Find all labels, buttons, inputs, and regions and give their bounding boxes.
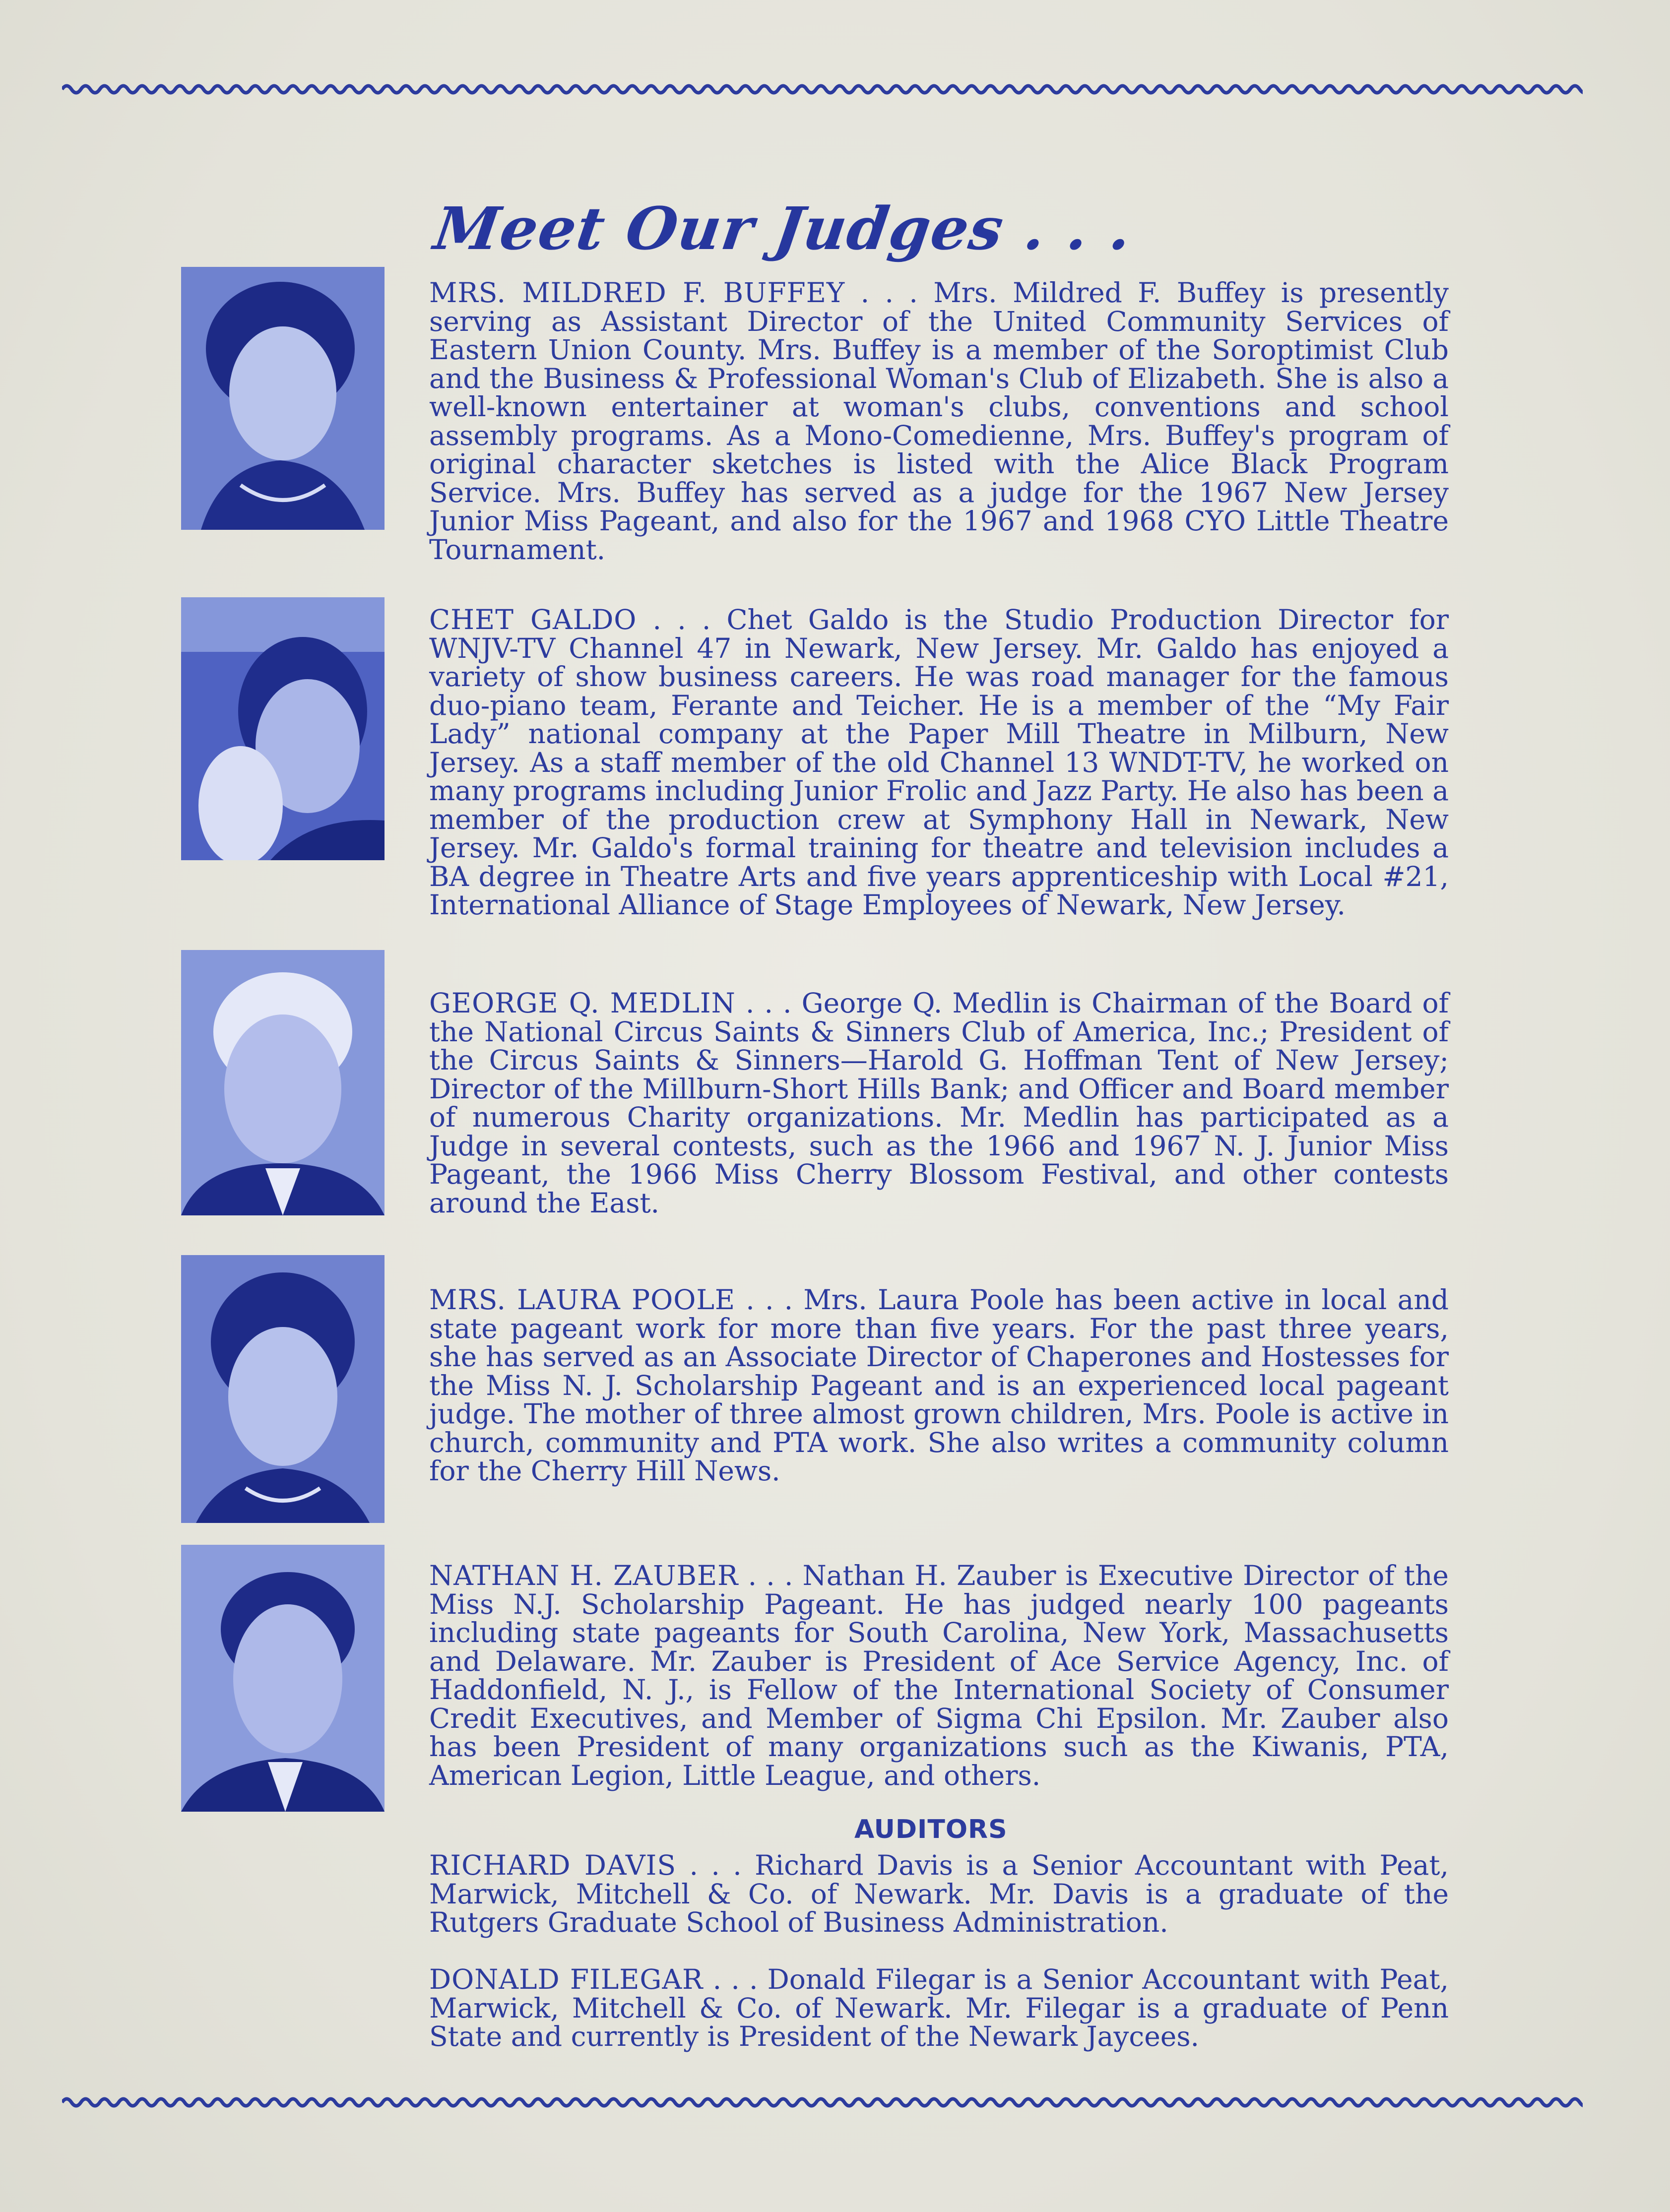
bio-george-medlin	[429, 989, 1449, 1217]
top-wavy-rule	[62, 79, 1583, 99]
judge-bio-text: . . . Mrs. Mildred F. Buffey is presently serving as Assistant Director of the United Community Services of Eastern Union County. Mrs. Buffey is a member of the Soroptimist Club and the Business & Professional Woman's Club of Elizabeth. She is also a well-known entertainer at woman's clubs, conventions and school assembly programs. As a Mono-Comedienne, Mrs. Buffey's program of original character sketches is listed with the Alice Black Program Service. Mrs. Buffey has served as a judge for the 1967 New Jersey Junior Miss Pageant, and also for the 1967 and 1968 CYO Little Theatre Tournament.	[429, 277, 1449, 566]
bio-laura-poole	[429, 1286, 1449, 1486]
judge-bio-text: . . . Nathan H. Zauber is Executive Director of the Miss N.J. Scholarship Pageant. He has judged nearly 100 pageants including state pageants for South Carolina, New York, Massachusetts and Delaware. Mr. Zauber is President of Ace Service Agency, Inc. of Haddonfield, N. J., is Fellow of the International Society of Consumer Credit Executives, and Member of Sigma Chi Epsilon. Mr. Zauber also has been President of many organizations such as the Kiwanis, PTA, American Legion, Little League, and others.	[429, 1560, 1449, 1791]
judge-bio-text: . . . Mrs. Laura Poole has been active in local and state pageant work for more than five years. For the past three years, she has served as an Associate Director of Chaperones and Hostesses for the Miss N. J. Scholarship Pageant and is an experienced local pageant judge. The mother of three almost grown children, Mrs. Poole is active in church, community and PTA work. She also writes a community column for the Cherry Hill News.	[429, 1284, 1449, 1487]
auditor-bio-text: . . . Richard Davis is a Senior Accountant with Peat, Marwick, Mitchell & Co. of Newark. Mr. Davis is a graduate of the Rutgers Graduate School of Business Administration.	[429, 1849, 1449, 1938]
judge-name: NATHAN H. ZAUBER	[429, 1560, 739, 1591]
bio-chet-galdo	[429, 606, 1449, 920]
photo-george-medlin	[181, 950, 385, 1215]
bio-donald-filegar	[429, 1965, 1449, 2051]
judge-bio-text: . . . Chet Galdo is the Studio Production Director for WNJV-TV Channel 47 in Newark, New Jersey. Mr. Galdo has enjoyed a variety of show business careers. He was road manager for the famous duo-piano team, Ferante and Teicher. He is a member of the “My Fair Lady” national company at the Paper Mill Theatre in Milburn, New Jersey. As a staff member of the old Channel 13 WNDT-TV, he worked on many programs including Junior Frolic and Jazz Party. He also has been a member of the production crew at Symphony Hall in Newark, New Jersey. Mr. Galdo's formal training for theatre and television includes a BA degree in Theatre Arts and five years apprenticeship with Local #21, International Alliance of Stage Employees of Newark, New Jersey.	[429, 604, 1449, 921]
bio-mildred-buffey	[429, 279, 1449, 564]
bio-nathan-zauber	[429, 1562, 1449, 1790]
judge-name: MRS. MILDRED F. BUFFEY	[429, 277, 845, 309]
photo-mildred-buffey	[181, 267, 385, 530]
judge-bio-text: . . . George Q. Medlin is Chairman of the Board of the National Circus Saints & Sinners Club of America, Inc.; President of the Circus Saints & Sinners—Harold G. Hoffman Tent of New Jersey; Director of the Millburn-Short Hills Bank; and Officer and Board member of numerous Charity organizations. Mr. Medlin has participated as a Judge in several contests, such as the 1966 and 1967 N. J. Junior Miss Pageant, the 1966 Miss Cherry Blossom Festival, and other contests around the East.	[429, 987, 1449, 1219]
auditors-heading: AUDITORS	[854, 1815, 1008, 1844]
photo-laura-poole	[181, 1255, 385, 1523]
photo-nathan-zauber	[181, 1545, 385, 1812]
judge-name: CHET GALDO	[429, 604, 637, 635]
judge-name: GEORGE Q. MEDLIN	[429, 987, 736, 1019]
photo-chet-galdo	[181, 597, 385, 860]
page-title: Meet Our Judges . . .	[430, 194, 1137, 263]
bio-richard-davis	[429, 1851, 1449, 1937]
auditor-name: RICHARD DAVIS	[429, 1849, 677, 1881]
judge-name: MRS. LAURA POOLE	[429, 1284, 735, 1316]
auditor-name: DONALD FILEGAR	[429, 1963, 704, 1995]
auditor-bio-text: . . . Donald Filegar is a Senior Accountant with Peat, Marwick, Mitchell & Co. of Newark. Mr. Filegar is a graduate of Penn State and currently is President of the Newark Jaycees.	[429, 1963, 1449, 2052]
bottom-wavy-rule	[62, 2092, 1583, 2112]
